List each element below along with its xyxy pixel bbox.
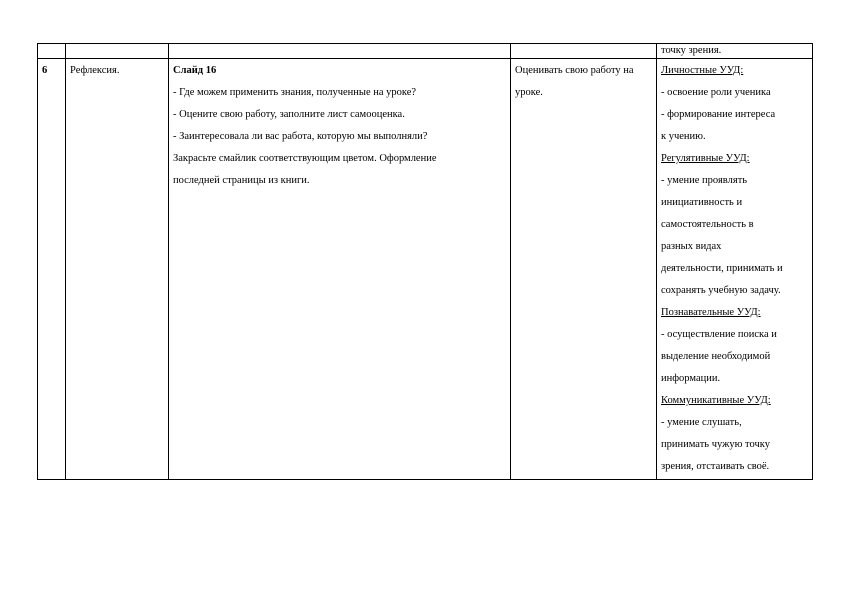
lesson-plan-table (37, 43, 813, 480)
cell-stage (66, 59, 169, 480)
cell-number-empty (38, 44, 66, 59)
personal-uud-heading: Личностные УУД: (661, 65, 744, 76)
table-row-continuation (38, 44, 813, 59)
cell-teacher-activity (169, 59, 511, 480)
cell-uud (657, 59, 813, 480)
cell-uud-continuation (657, 44, 813, 59)
uud-line: - освоение роли ученика (661, 87, 771, 98)
uud-line: разных видах (661, 241, 722, 252)
uud-line: самостоятельность в (661, 219, 754, 230)
communicative-uud-heading: Коммуникативные УУД: (661, 395, 771, 406)
slide-title: Слайд 16 (173, 65, 217, 76)
student-activity-text: Оценивать свою работу на уроке. (515, 65, 634, 98)
cell-student-activity (511, 59, 657, 480)
uud-line: информации. (661, 373, 721, 384)
cell-teacher-empty (169, 44, 511, 59)
cell-number (38, 59, 66, 480)
uud-line: - умение проявлять (661, 175, 748, 186)
table-row (38, 59, 813, 480)
uud-line: зрения, отстаивать своё. (661, 461, 770, 472)
teacher-line: Закрасьте смайлик соответствующим цветом. Оформление (173, 153, 437, 164)
uud-line: выделение необходимой (661, 351, 771, 362)
regulatory-uud-heading: Регулятивные УУД: (661, 153, 750, 164)
teacher-line: - Заинтересовала ли вас работа, которую мы выполняли? (173, 131, 428, 142)
stage-name: Рефлексия. (70, 65, 120, 76)
cell-stage-empty (66, 44, 169, 59)
uud-line: деятельности, принимать и (661, 263, 783, 274)
uud-continuation-text: точку зрения. (661, 45, 722, 56)
cell-student-empty (511, 44, 657, 59)
uud-line: инициативность и (661, 197, 743, 208)
cognitive-uud-heading: Познавательные УУД: (661, 307, 761, 318)
uud-line: принимать чужую точку (661, 439, 770, 450)
teacher-line: - Оцените свою работу, заполните лист самооценка. (173, 109, 405, 120)
teacher-line: последней страницы из книги. (173, 175, 310, 186)
teacher-line: - Где можем применить знания, полученные на уроке? (173, 87, 417, 98)
uud-line: - умение слушать, (661, 417, 742, 428)
uud-line: сохранять учебную задачу. (661, 285, 781, 296)
uud-line: - формирование интереса (661, 109, 776, 120)
uud-line: - осуществление поиска и (661, 329, 777, 340)
stage-number: 6 (42, 65, 48, 76)
uud-line: к учению. (661, 131, 706, 142)
